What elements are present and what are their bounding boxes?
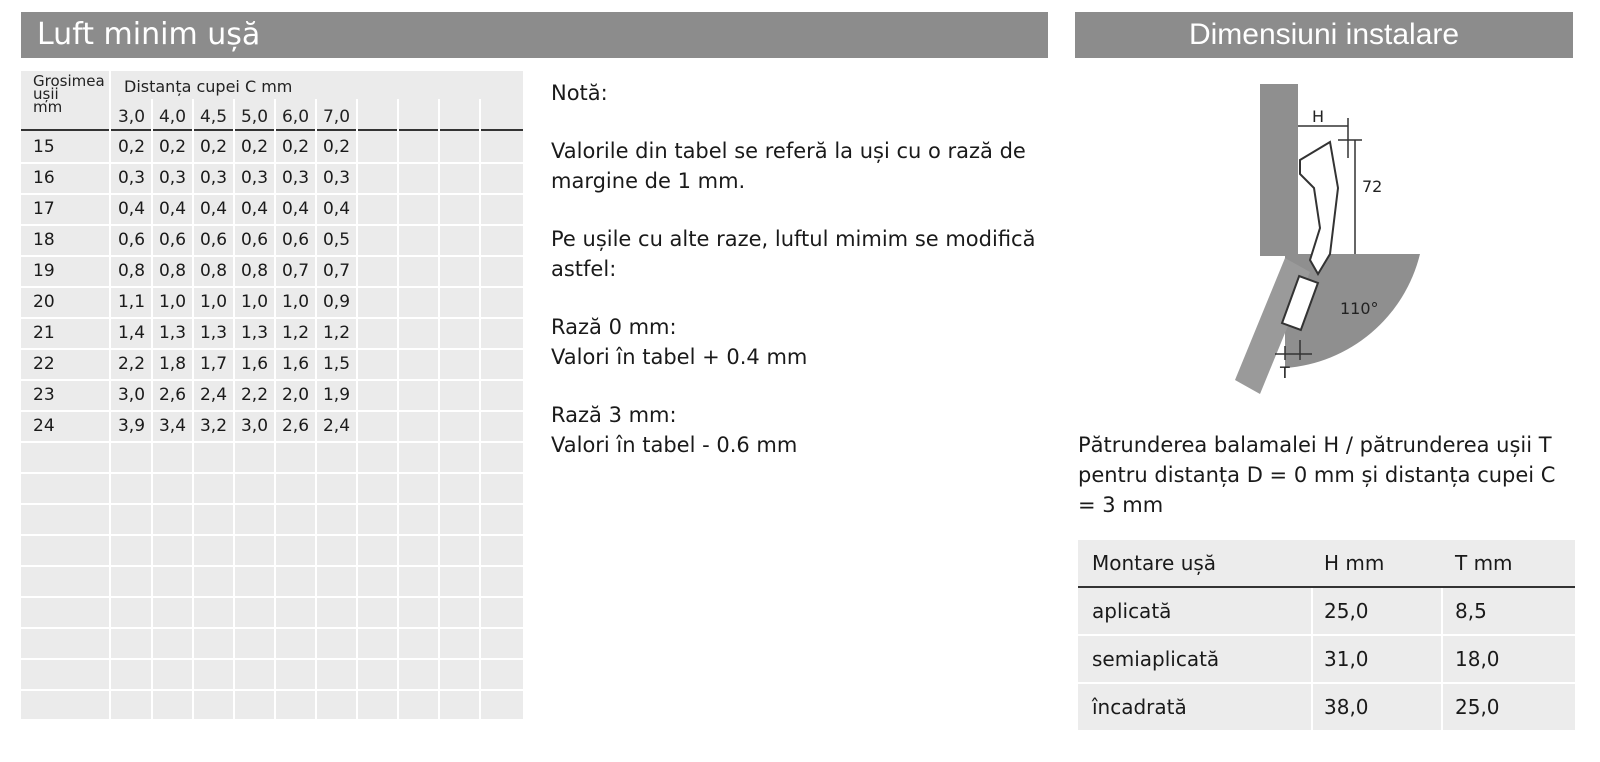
h-value: 31,0 [1324,647,1369,671]
gap-value-cell: 1,8 [158,354,187,374]
gap-value-cell: 0,3 [240,168,269,188]
gap-value-cell: 2,6 [158,385,187,405]
gap-value-cell: 2,6 [281,416,310,436]
gap-value-cell: 0,4 [240,199,269,219]
gap-value-cell: 0,2 [322,137,351,157]
gap-value-cell: 2,0 [281,385,310,405]
gap-value-cell: 0,3 [281,168,310,188]
grid-line [21,472,523,474]
gap-value-cell: 0,3 [158,168,187,188]
header-h: H mm [1324,551,1385,575]
section-title-install-dimensions: Dimensiuni instalare [1075,12,1573,58]
door-thickness-cell: 20 [33,292,55,312]
gap-value-cell: 1,0 [158,292,187,312]
t-value: 25,0 [1455,695,1500,719]
gap-value-cell: 0,4 [322,199,351,219]
label-h: H [1312,107,1325,126]
install-dimensions-table [1078,540,1575,732]
grid-line [21,534,523,536]
install-table-header [1078,540,1575,588]
gap-value-cell: 0,3 [117,168,146,188]
header-t: T mm [1455,551,1513,575]
gap-value-cell: 1,3 [158,323,187,343]
gap-value-cell: 0,4 [158,199,187,219]
mounting-type: aplicată [1092,599,1172,623]
table-row [21,255,523,286]
table-row [21,410,523,441]
gap-value-cell: 0,2 [117,137,146,157]
note-paragraph-3 [551,312,1051,372]
install-row-aplicata [1078,588,1575,636]
gap-value-cell: 1,6 [240,354,269,374]
gap-value-cell: 3,2 [199,416,228,436]
corner-label-line2: ușii [33,85,59,103]
section-title-door-gap: Luft minim ușă [21,12,1048,58]
table-row [21,286,523,317]
cabinet-side-panel [1260,84,1298,256]
door-thickness-cell: 15 [33,137,55,157]
door-thickness-cell: 23 [33,385,55,405]
gap-value-cell: 1,7 [199,354,228,374]
grid-line [21,658,523,660]
note-block [551,78,1051,488]
gap-value-cell: 0,9 [322,292,351,312]
grid-line [21,565,523,567]
note-paragraph-4 [551,400,1051,460]
gap-value-cell: 0,6 [240,230,269,250]
gap-value-cell: 0,4 [117,199,146,219]
gap-value-cell: 0,2 [199,137,228,157]
table-row [21,379,523,410]
door-thickness-cell: 16 [33,168,55,188]
note-paragraph-2: Pe ușile cu alte raze, luftul mimim se modifică astfel: [551,227,1036,281]
t-value: 8,5 [1455,599,1487,623]
h-value: 25,0 [1324,599,1369,623]
header-mounting: Montare ușă [1092,551,1217,575]
door-thickness-cell: 24 [33,416,55,436]
mounting-type: încadrată [1092,695,1187,719]
cup-distance-column-header: 6,0 [281,107,310,127]
minimum-gap-table [21,71,523,719]
h-value: 38,0 [1324,695,1369,719]
gap-value-cell: 0,4 [281,199,310,219]
cup-distance-column-header: 4,5 [199,107,228,127]
gap-value-cell: 0,2 [281,137,310,157]
gap-value-cell: 1,2 [322,323,351,343]
cup-distance-column-header: 3,0 [117,107,146,127]
label-72: 72 [1362,177,1383,196]
cup-distance-column-header: 7,0 [322,107,351,127]
grid-line [21,627,523,629]
table-row [21,162,523,193]
gap-value-cell: 0,6 [117,230,146,250]
label-angle: 110° [1340,299,1379,318]
note-radius-0-value: Valori în tabel + 0.4 mm [551,345,808,369]
table-row [21,224,523,255]
gap-value-cell: 0,8 [117,261,146,281]
cup-distance-column-header: 5,0 [240,107,269,127]
gap-value-cell: 3,4 [158,416,187,436]
table-row [21,131,523,162]
gap-value-cell: 1,2 [281,323,310,343]
gap-value-cell: 2,4 [322,416,351,436]
cup-distance-header: Distanța cupei C mm [124,77,293,96]
install-row-incadrata [1078,684,1575,732]
gap-value-cell: 0,3 [199,168,228,188]
gap-value-cell: 0,6 [281,230,310,250]
note-radius-0: Rază 0 mm: [551,315,677,339]
table-row [21,348,523,379]
note-paragraph-1: Valorile din tabel se referă la uși cu o rază de margine de 1 mm. [551,139,1026,193]
gap-value-cell: 1,3 [199,323,228,343]
corner-label-line3: mm [33,98,63,116]
gap-value-cell: 1,0 [240,292,269,312]
gap-value-cell: 0,7 [281,261,310,281]
door-thickness-cell: 19 [33,261,55,281]
gap-value-cell: 1,6 [281,354,310,374]
gap-value-cell: 1,3 [240,323,269,343]
table-row [21,317,523,348]
gap-value-cell: 1,4 [117,323,146,343]
mounting-type: semiaplicată [1092,647,1220,671]
grid-line [21,596,523,598]
gap-value-cell: 2,2 [240,385,269,405]
gap-value-cell: 3,0 [240,416,269,436]
gap-value-cell: 2,4 [199,385,228,405]
gap-value-cell: 3,9 [117,416,146,436]
gap-value-cell: 0,2 [240,137,269,157]
hinge-diagram [1230,78,1460,408]
corner-label-line1: Grosimea [33,72,105,90]
t-value: 18,0 [1455,647,1500,671]
door-thickness-cell: 22 [33,354,55,374]
note-title: Notă: [551,81,608,105]
gap-value-cell: 0,7 [322,261,351,281]
gap-value-cell: 2,2 [117,354,146,374]
door-thickness-cell: 17 [33,199,55,219]
gap-value-cell: 0,4 [199,199,228,219]
gap-value-cell: 1,9 [322,385,351,405]
penetration-caption: Pătrunderea balamalei H / pătrunderea ușii T pentru distanța D = 0 mm și distanța cupei C = 3 mm [1078,433,1556,517]
gap-value-cell: 1,0 [281,292,310,312]
gap-value-cell: 0,8 [240,261,269,281]
door-thickness-cell: 21 [33,323,55,343]
gap-value-cell: 0,6 [158,230,187,250]
gap-value-cell: 0,8 [199,261,228,281]
note-radius-3: Rază 3 mm: [551,403,677,427]
grid-line [21,441,523,443]
grid-line [21,689,523,691]
note-radius-3-value: Valori în tabel - 0.6 mm [551,433,798,457]
gap-value-cell: 0,8 [158,261,187,281]
grid-line [21,503,523,505]
gap-value-cell: 0,2 [158,137,187,157]
corner-header [33,72,105,116]
table-row [21,193,523,224]
gap-value-cell: 0,3 [322,168,351,188]
label-t: T [1280,363,1290,382]
gap-value-cell: 1,5 [322,354,351,374]
gap-value-cell: 1,0 [199,292,228,312]
gap-value-cell: 0,5 [322,230,351,250]
gap-value-cell: 0,6 [199,230,228,250]
door-thickness-cell: 18 [33,230,55,250]
gap-value-cell: 3,0 [117,385,146,405]
cup-distance-column-header: 4,0 [158,107,187,127]
install-row-semiaplicata [1078,636,1575,684]
gap-value-cell: 1,1 [117,292,146,312]
